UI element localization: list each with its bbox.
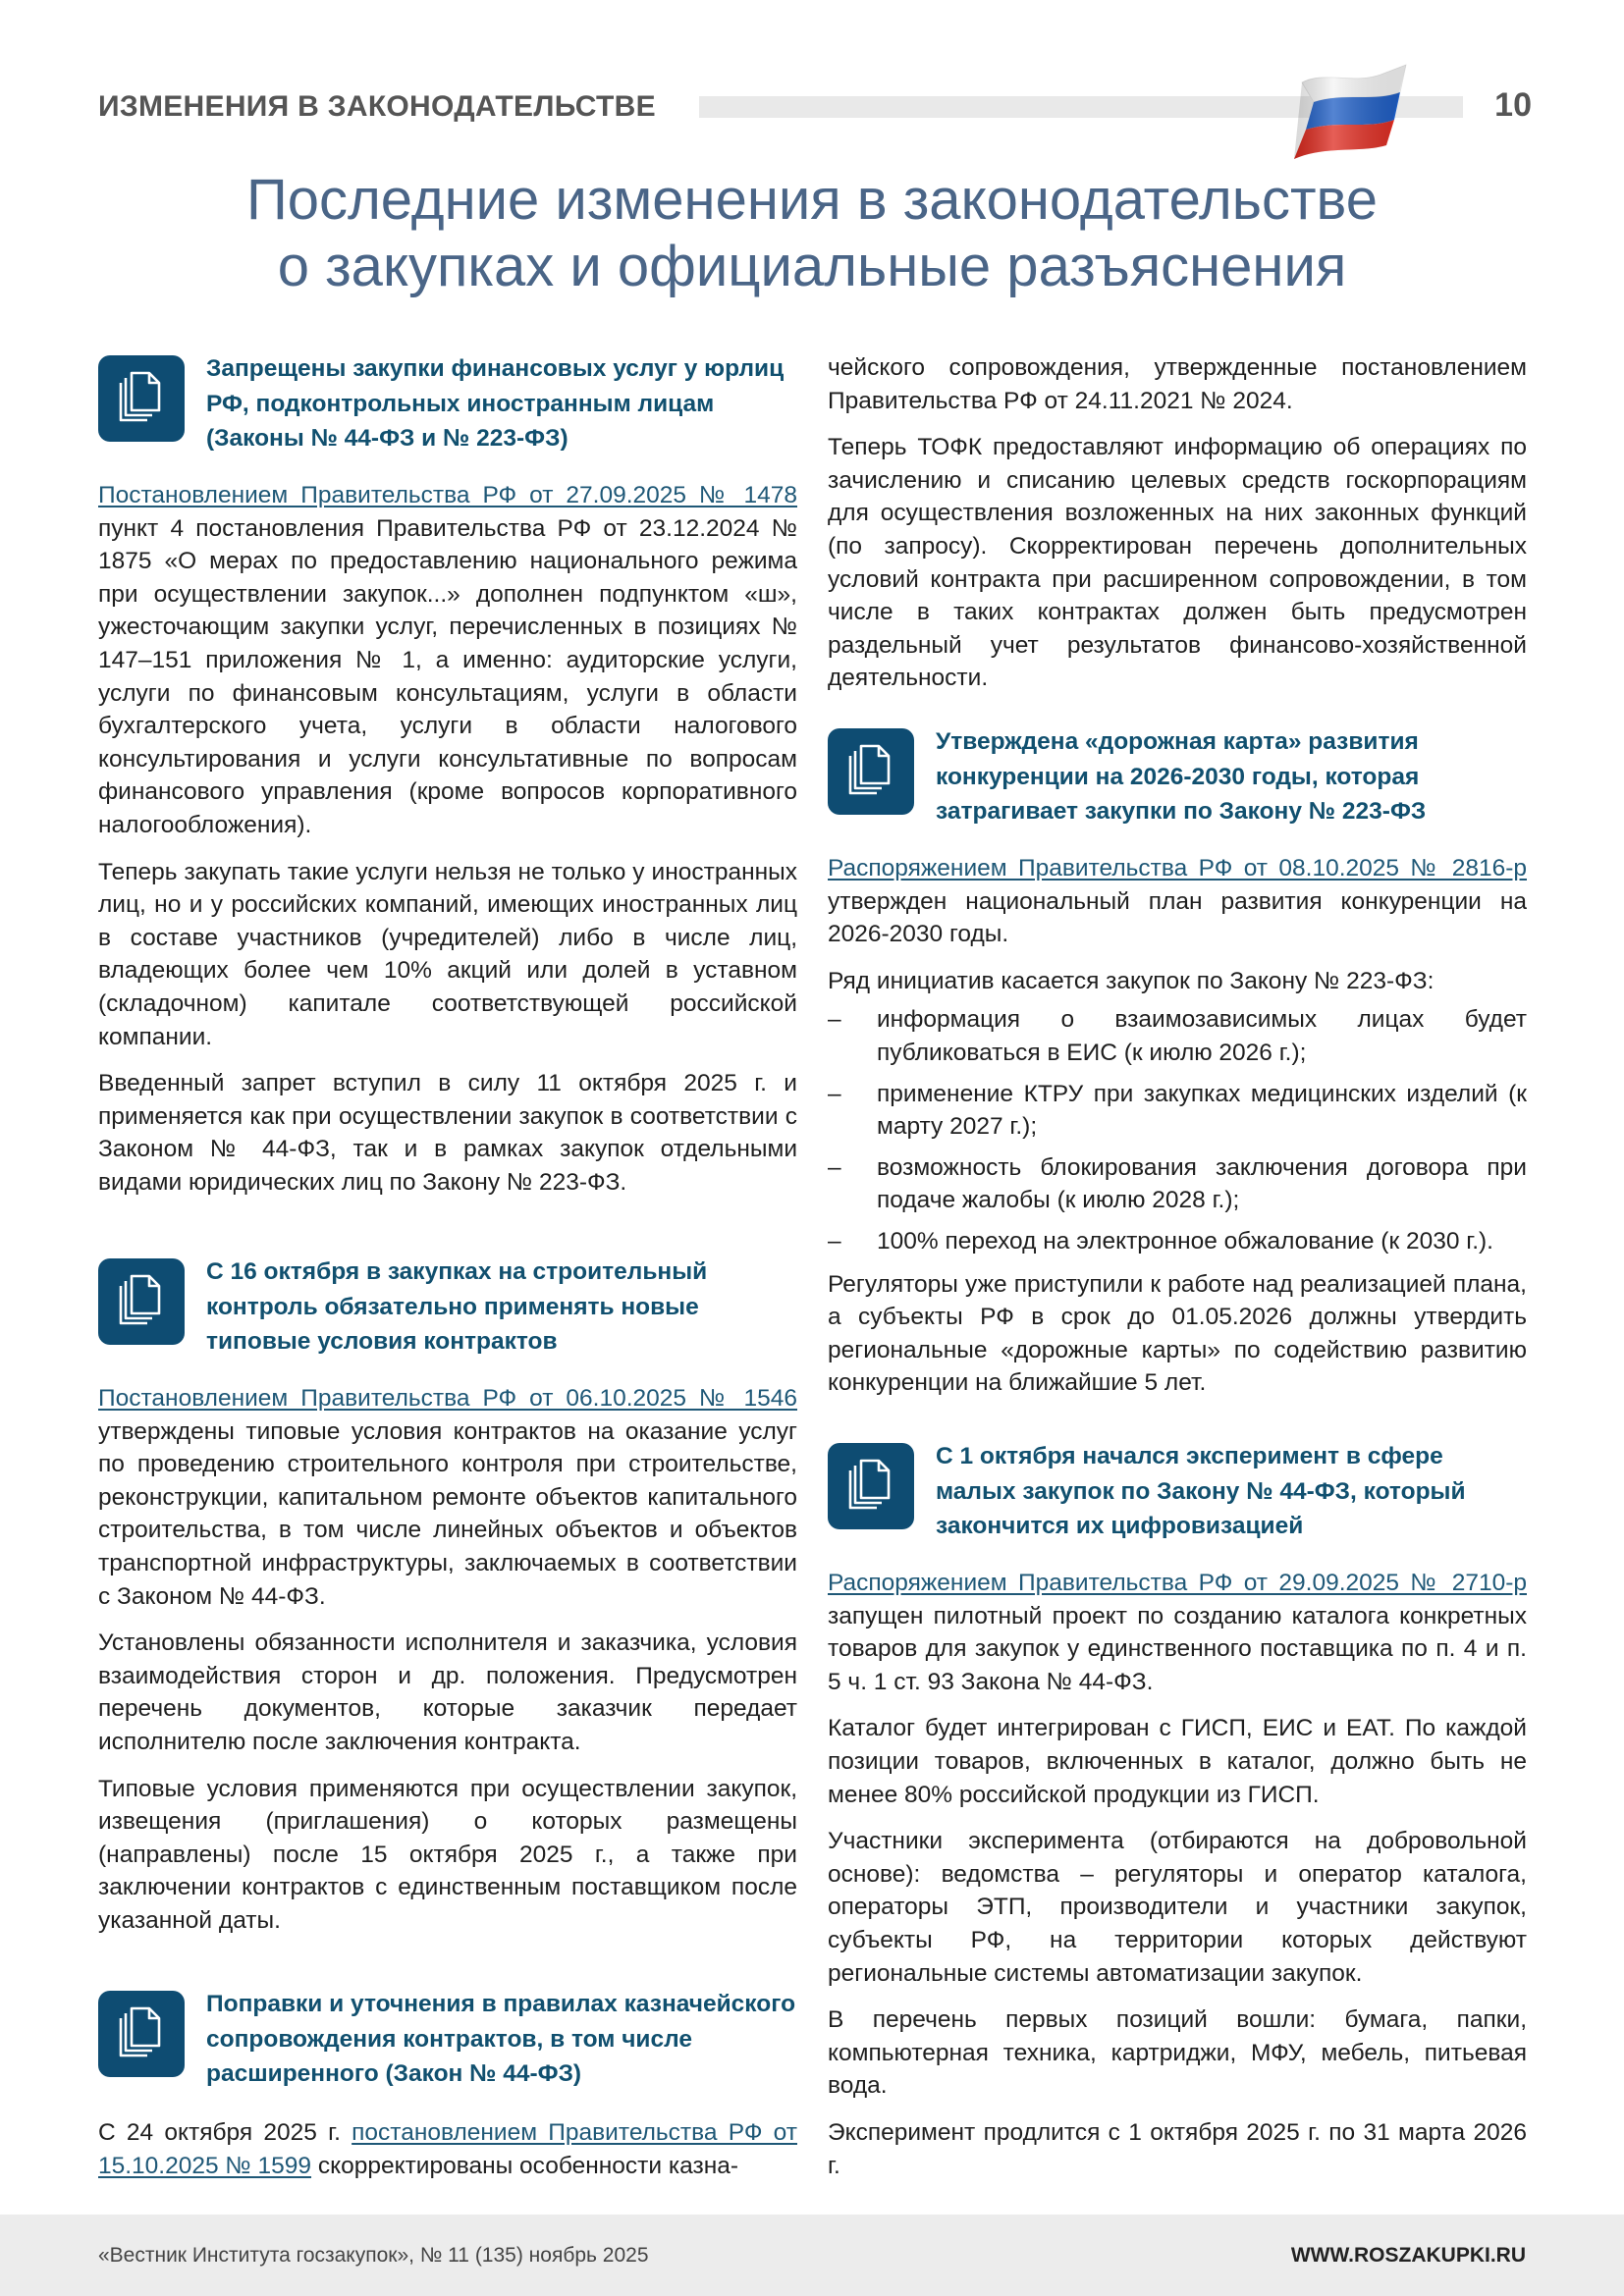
section-header	[828, 1439, 1527, 1539]
section-header	[98, 1987, 797, 2087]
documents-icon	[828, 1443, 914, 1529]
page-title-line-2: о закупках и официальные разъяснения	[277, 235, 1347, 298]
list-intro: Ряд инициатив касается закупок по Закону № 223-ФЗ:	[828, 967, 1435, 994]
section-heading: Утверждена «дорожная карта» развития конкуренции на 2026-2030 годы, которая затрагивает закупки по Закону № 223-ФЗ	[936, 728, 1427, 825]
regulation-link[interactable]: Постановлением Правительства РФ от 06.10.2025 № 1546	[98, 1385, 797, 1412]
documents-icon	[98, 355, 185, 442]
lead-text: запущен пилотный проект по созданию каталога конкретных товаров для закупок у единственного поставщика по п. 4 и п. 5 ч. 1 ст. 93 Закона № 44-ФЗ.	[828, 1602, 1527, 1695]
section-heading: Запрещены закупки финансовых услуг у юрлиц РФ, подконтрольных иностранным лицам (Законы № 44-ФЗ и № 223-ФЗ)	[206, 355, 785, 452]
paragraph: В перечень первых позиций вошли: бумага, папки, компьютерная техника, картриджи, МФУ, мебель, питьевая вода.	[828, 2006, 1527, 2100]
page-number: 10	[1494, 86, 1532, 124]
list-item: – возможность блокирования заключения договора при подаче жалобы (к июлю 2028 г.);	[828, 1151, 1527, 1217]
regulation-link[interactable]: Распоряжением Правительства РФ от 29.09.2025 № 2710-р	[828, 1570, 1527, 1596]
lead-text: утверждены типовые условия контрактов на оказание услуг по проведению строительного контроля при строительстве, реконструкции, капитальном ремонте объектов капитального строительства, в том числе линейных объектов и объектов транспортной инфраструктуры, заключаемых в соответствии с Законом № 44-ФЗ.	[98, 1417, 797, 1610]
regulation-link[interactable]: Распоряжением Правительства РФ от 08.10.2025 № 2816-р	[828, 855, 1527, 881]
list-item: – информация о взаимозависимых лицах будет публиковаться в ЕИС (к июлю 2026 г.);	[828, 1003, 1527, 1069]
website-link[interactable]: WWW.ROSZAKUPKI.RU	[1290, 2244, 1526, 2267]
paragraph: Введенный запрет вступил в силу 11 октября 2025 г. и применяется как при осуществлении закупок в соответствии с Законом № 44-ФЗ, так и в рамках закупок отдельными видами юридических лиц по Закону № 223-ФЗ.	[98, 1070, 797, 1196]
list-item: – применение КТРУ при закупках медицинских изделий (к марту 2027 г.);	[828, 1078, 1527, 1144]
initiatives-list	[828, 1003, 1527, 1257]
documents-icon	[98, 1991, 185, 2077]
russian-flag-icon	[1284, 63, 1412, 161]
paragraph: Теперь ТОФК предоставляют информацию об операциях по зачислению и списанию целевых средств госкорпорациям для осуществления возложенных на них законных функций (по запросу). Скорректирован перечень дополнительных условий контракта при расширенном сопровождении, в том числе в таких контрактах должен быть предусмотрен раздельный учет результатов финансово-хозяйственной деятельности.	[828, 434, 1527, 692]
list-item: – 100% переход на электронное обжалование (к 2030 г.).	[828, 1225, 1527, 1258]
paragraph: Эксперимент продлится с 1 октября 2025 г. по 31 марта 2026 г.	[828, 2118, 1527, 2179]
section-header	[98, 351, 797, 452]
publication-info: «Вестник Института госзакупок», № 11 (135) ноябрь 2025	[98, 2244, 649, 2267]
section-heading: С 16 октября в закупках на строительный контроль обязательно применять новые типовые условия контрактов	[206, 1258, 708, 1355]
paragraph: Каталог будет интегрирован с ГИСП, ЕИС и ЕАТ. По каждой позиции товаров, включенных в каталог, должно быть не менее 80% российской продукции из ГИСП.	[828, 1715, 1527, 1808]
news-section-5	[828, 1439, 1527, 2182]
news-section-4	[828, 724, 1527, 1400]
section-label: ИЗМЕНЕНИЯ В ЗАКОНОДАТЕЛЬСТВЕ	[98, 90, 656, 123]
documents-icon	[98, 1258, 185, 1345]
paragraph: Типовые условия применяются при осуществлении закупок, извещения (приглашения) о которых размещены (направлены) после 15 октября 2025 г., а также при заключении контрактов с единственным поставщиком после указанной даты.	[98, 1775, 797, 1934]
page-footer	[0, 2215, 1624, 2296]
paragraph: Регуляторы уже приступили к работе над реализацией плана, а субъекты РФ в срок до 01.05.2026 должны утвердить региональные «дорожные карты» по содействию развитию конкуренции на ближайшие 5 лет.	[828, 1270, 1527, 1397]
news-section-2	[98, 1255, 797, 1938]
lead-text: пункт 4 постановления Правительства РФ от 23.12.2024 № 1875 «О мерах по предоставлению национального режима при осуществлении закупок...» дополнен подпунктом «ш», ужесточающим закупки услуг, перечисленных в позициях № 147–151 приложения № 1, а именно: аудиторские услуги, услуги по финансовым консультациям, услуги в области бухгалтерского учета, услуги в области налогового консультирования и услуги консультативные по вопросам финансового управления (кроме вопросов корпоративного налогообложения).	[98, 514, 797, 838]
dash-bullet: –	[828, 1006, 841, 1034]
regulation-link[interactable]: постановлением Правительства РФ от 15.10.2025 № 1599	[98, 2119, 797, 2179]
dash-bullet: –	[828, 1080, 841, 1107]
paragraph: Теперь закупать такие услуги нельзя не только у иностранных лиц, но и у российских компаний, имеющих иностранных лиц в составе участников (учредителей) либо в числе лиц, владеющих более чем 10% акций или долей в уставном (складочном) капитале соответствующей российской компании.	[98, 858, 797, 1050]
dash-bullet: –	[828, 1227, 841, 1255]
lead-text: утвержден национальный план развития конкуренции на 2026-2030 годы.	[828, 887, 1527, 948]
regulation-link[interactable]: Постановлением Правительства РФ от 27.09.2025 № 1478	[98, 482, 797, 508]
section-heading: С 1 октября начался эксперимент в сфере малых закупок по Закону № 44-ФЗ, который закончится их цифровизацией	[936, 1443, 1466, 1539]
paragraph: Участники эксперимента (отбираются на добровольной основе): ведомства – регуляторы и оператор каталога, операторы ЭТП, производители и участники закупок, субъекты РФ, на территории которых действуют региональные системы автоматизации закупок.	[828, 1828, 1527, 1987]
lead-prefix: С 24 октября 2025 г.	[98, 2119, 352, 2146]
page-title	[0, 167, 1624, 300]
lead-text: скорректированы особенности казна-	[311, 2152, 739, 2179]
section-header	[98, 1255, 797, 1355]
section-header	[828, 724, 1527, 825]
dash-bullet: –	[828, 1153, 841, 1181]
page-title-line-1: Последние изменения в законодательстве	[246, 168, 1378, 232]
paragraph: чейского сопровождения, утвержденные постановлением Правительства РФ от 24.11.2021 № 2024.	[828, 354, 1527, 414]
news-section-1	[98, 351, 797, 1199]
news-section-3	[98, 1987, 797, 2182]
news-section-3-continued	[828, 351, 1527, 695]
section-heading: Поправки и уточнения в правилах казначейского сопровождения контрактов, в том числе расширенного (Закон № 44-ФЗ)	[206, 1991, 796, 2087]
documents-icon	[828, 728, 914, 815]
paragraph: Установлены обязанности исполнителя и заказчика, условия взаимодействия сторон и др. положения. Предусмотрен перечень документов, которые заказчик передает исполнителю после заключения контракта.	[98, 1629, 797, 1755]
